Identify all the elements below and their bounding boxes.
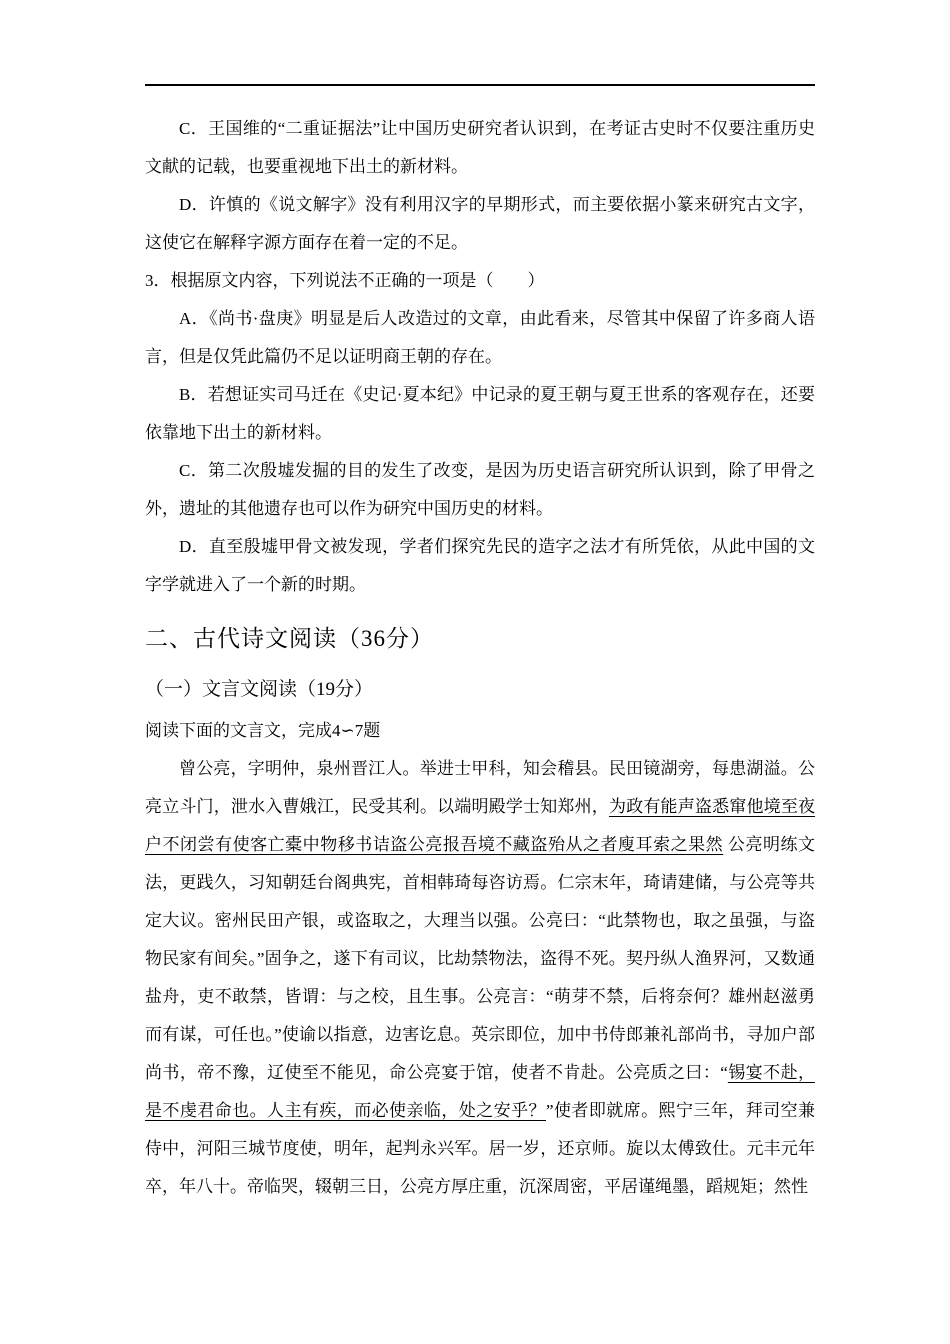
passage-segment-2-underlined: 为政有能声盗悉窜他境至夜户不闭尝有使客亡橐中物移书诘盗公亮报吾境不藏盗殆从之者廋耳索之果然 [145, 797, 816, 854]
question3-option-b: B．若想证实司马迁在《史记·夏本纪》中记录的夏王朝与夏王世系的客观存在，还要依靠地下出土的新材料。 [145, 385, 815, 442]
question3-option-a: A．《尚书·盘庚》明显是后人改造过的文章，由此看来，尽管其中保留了许多商人语言，但是仅凭此篇仍不足以证明商王朝的存在。 [145, 309, 815, 366]
passage-segment-3: 公亮明练文法，更践久，习知朝廷台阁典宪，首相韩琦每咨访焉。仁宗末年，琦请建储，与公亮等共定大议。密州民田产银，或盗取之，大理当以强。公亮曰：“此禁物也，取之虽强，与盗物民家有间矣。”固争之，遂下有司议，比劫禁物法，盗得不死。契丹纵人渔界河，又数通盐舟，吏不敢禁，皆谓：与之校，且生事。公亮言：“萌芽不禁，后将奈何？雄州赵滋勇而有谋，可任也。”使谕以指意，边害讫息。英宗即位，加中书侍郎兼礼部尚书，寻加户部尚书，帝不豫，辽使至不能见，命公亮宴于馆，使者不肯赴。公亮质之曰：“ [145, 835, 816, 1082]
classical-passage [145, 750, 815, 1206]
question3-option-d: D．直至殷墟甲骨文被发现，学者们探究先民的造字之法才有所凭依，从此中国的文字学就进入了一个新的时期。 [145, 537, 815, 594]
passage-segment-4-underlined: 锡宴不赴，是不虔君命也。人主有疾，而必使亲临，处之安乎？ [145, 1063, 816, 1120]
section-heading: 二、古代诗文阅读（36分） [145, 626, 434, 651]
passage-segment-1: 曾公亮，字明仲，泉州晋江人。举进士甲科，知会稽县。民田镜湖旁，每患湖溢。公亮立斗门，泄水入曹娥江，民受其利。以端明殿学士知郑州， [145, 759, 815, 816]
question2-option-c: C．王国维的“二重证据法”让中国历史研究者认识到，在考证古史时不仅要注重历史文献的记载，也要重视地下出土的新材料。 [145, 119, 815, 176]
passage-segment-5: ”使者即就席。熙宁三年，拜司空兼侍中，河阳三城节度使，明年，起判永兴军。居一岁，还京师。旋以太傅致仕。元丰元年卒，年八十。帝临哭，辍朝三日，公亮方厚庄重，沉深周密，平居谨绳墨，蹈规矩；然性 [145, 1101, 816, 1196]
question3-stem: 3．根据原文内容，下列说法不正确的一项是（ ） [145, 271, 545, 290]
question2-option-d: D．许慎的《说文解字》没有利用汉字的早期形式，而主要依据小篆来研究古文字，这使它在解释字源方面存在着一定的不足。 [145, 195, 815, 252]
subsection-heading: （一）文言文阅读（19分） [145, 679, 374, 700]
header-rule [145, 84, 815, 86]
question3-option-c: C．第二次殷墟发掘的目的发生了改变，是因为历史语言研究所认识到，除了甲骨之外，遗址的其他遗存也可以作为研究中国历史的材料。 [145, 461, 815, 518]
passage-instruction: 阅读下面的文言文，完成4∽7题 [145, 721, 381, 740]
